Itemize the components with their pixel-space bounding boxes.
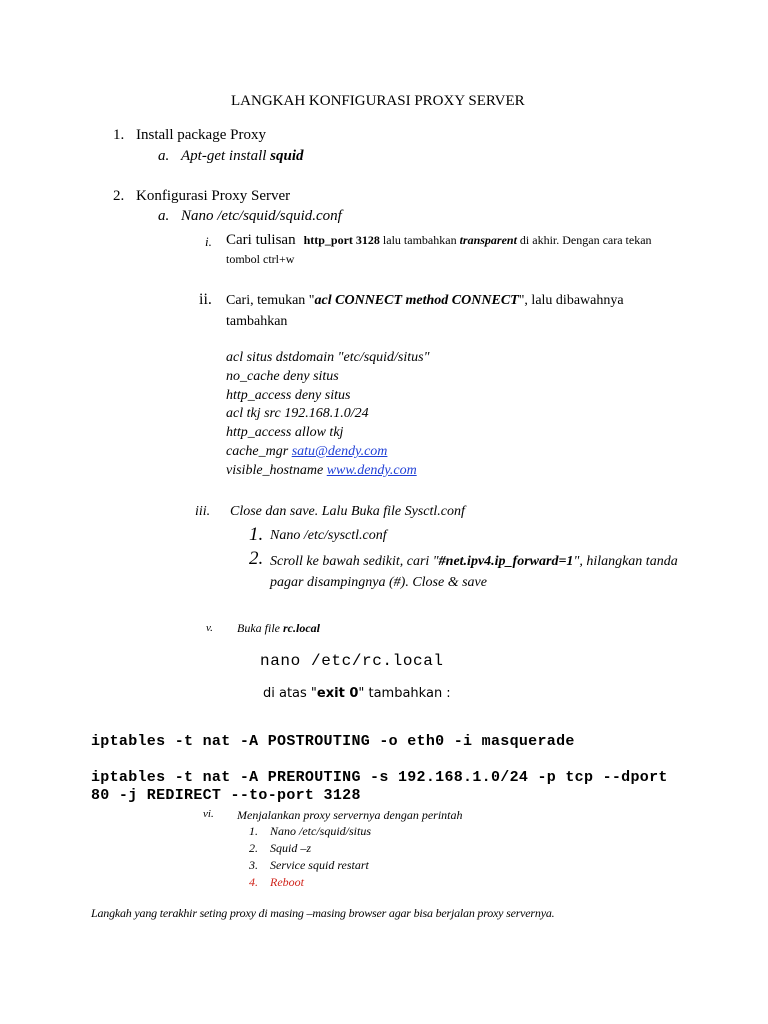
step-v-text: Buka file rc.local bbox=[237, 621, 320, 635]
step-iii-marker: iii. bbox=[195, 504, 211, 519]
step-2a-marker: a. bbox=[158, 208, 170, 224]
config-line: acl tkj src 192.168.1.0/24 bbox=[226, 406, 369, 421]
exit-note: di atas "exit 0" tambahkan : bbox=[263, 686, 451, 701]
step-2a-text: Nano /etc/squid/squid.conf bbox=[181, 208, 342, 224]
step-iii-2-line2: pagar disampingnya (#). Close & save bbox=[270, 575, 487, 590]
transparent-keyword: transparent bbox=[459, 233, 517, 247]
exit-0-keyword: exit 0 bbox=[316, 686, 359, 701]
step-iii-1-number: 1. bbox=[249, 524, 264, 545]
iptables-postrouting: iptables -t nat -A POSTROUTING -o eth0 -i masquerade bbox=[91, 733, 575, 750]
step-vi-marker: vi. bbox=[203, 808, 214, 820]
iptables-prerouting: iptables -t nat -A PREROUTING -s 192.168.1.0/24 -p tcp --dport bbox=[91, 769, 668, 786]
config-line-hostname: visible_hostname www.dendy.com bbox=[226, 463, 417, 478]
vi-item-text: Squid –z bbox=[270, 841, 312, 855]
step-ii-line2: tambahkan bbox=[226, 314, 288, 329]
step-2-label: Konfigurasi Proxy Server bbox=[136, 188, 291, 204]
config-line-cache-mgr: cache_mgr satu@dendy.com bbox=[226, 444, 388, 459]
config-line: http_access deny situs bbox=[226, 388, 351, 403]
squid-package-name: squid bbox=[270, 148, 304, 164]
config-line: acl situs dstdomain "etc/squid/situs" bbox=[226, 350, 430, 365]
iptables-prerouting-cont: 80 -j REDIRECT --to-port 3128 bbox=[91, 787, 361, 804]
config-line: no_cache deny situs bbox=[226, 369, 339, 384]
config-line: http_access allow tkj bbox=[226, 425, 344, 440]
step-iii-2-line1: Scroll ke bawah sedikit, cari "#net.ipv4.ip_forward=1", hilangkan tanda bbox=[270, 554, 678, 569]
rc-local-keyword: rc.local bbox=[282, 621, 320, 635]
step-vi-text: Menjalankan proxy servernya dengan perintah bbox=[237, 808, 463, 822]
page-title: LANGKAH KONFIGURASI PROXY SERVER bbox=[231, 93, 525, 109]
step-ii-marker: ii. bbox=[199, 291, 212, 308]
vi-item-number: 3. bbox=[249, 858, 258, 872]
step-iii-1-text: Nano /etc/sysctl.conf bbox=[270, 528, 387, 543]
rc-local-command: nano /etc/rc.local bbox=[260, 652, 444, 670]
step-1a-marker: a. bbox=[158, 148, 170, 164]
step-i-marker: i. bbox=[205, 234, 212, 249]
closing-note: Langkah yang terakhir seting proxy di masing –masing browser agar bisa berjalan proxy servernya. bbox=[91, 906, 555, 920]
ip-forward-keyword: #net.ipv4.ip_forward=1 bbox=[438, 554, 574, 569]
http-port-keyword: http_port 3128 bbox=[303, 233, 380, 247]
vi-item-reboot: Reboot bbox=[270, 875, 304, 889]
vi-item-number: 2. bbox=[249, 841, 258, 855]
cache-mgr-email-link[interactable]: satu@dendy.com bbox=[291, 444, 388, 459]
vi-item-text: Service squid restart bbox=[270, 858, 369, 872]
step-ii-line1: Cari, temukan "acl CONNECT method CONNECT", lalu dibawahnya bbox=[226, 293, 624, 308]
step-1-number: 1. bbox=[113, 127, 125, 143]
vi-item-number: 1. bbox=[249, 824, 258, 838]
vi-item-number: 4. bbox=[249, 875, 258, 889]
acl-connect-keyword: acl CONNECT method CONNECT bbox=[314, 293, 519, 308]
step-i-line2: tombol ctrl+w bbox=[226, 252, 295, 266]
step-i-line1: Cari tulisan http_port 3128 lalu tambahkan transparent di akhir. Dengan cara tekan bbox=[226, 232, 652, 248]
step-iii-2-number: 2. bbox=[249, 548, 264, 569]
step-2-number: 2. bbox=[113, 188, 125, 204]
vi-item-text: Nano /etc/squid/situs bbox=[270, 824, 372, 838]
step-iii-text: Close dan save. Lalu Buka file Sysctl.conf bbox=[230, 504, 465, 519]
step-v-marker: v. bbox=[206, 622, 213, 634]
hostname-link[interactable]: www.dendy.com bbox=[326, 463, 417, 478]
step-1-label: Install package Proxy bbox=[136, 127, 266, 143]
step-1a-text: Apt-get install squid bbox=[181, 148, 304, 164]
